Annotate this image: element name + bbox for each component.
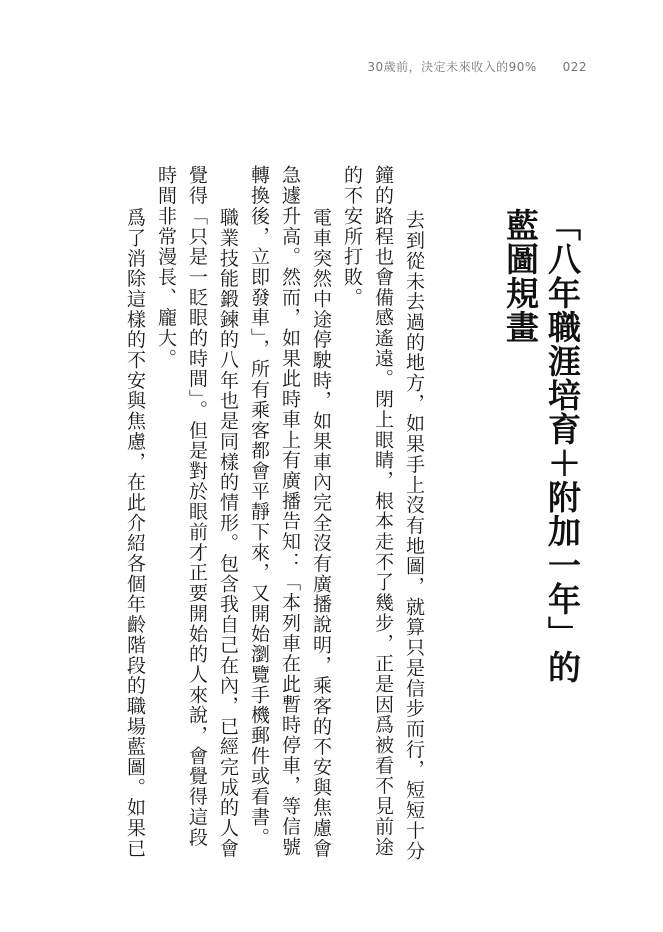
chapter-title-line-1: 「八年職涯培育＋附加一年」的 bbox=[543, 208, 582, 684]
chapter-title-line-2: 藍圖規畫 bbox=[501, 208, 540, 344]
body-text-line: 鐘的路程也會備感遙遠。閉上眼睛，根本走不了幾步，正是因爲被看不見前途 bbox=[372, 165, 394, 857]
body-text-line: 轉換後，立即發車」，所有乘客都會平靜下來，又開始瀏覽手機郵件或看書。 bbox=[248, 165, 270, 848]
body-text-line: 急遽升高。然而，如果此時車上有廣播告知：「本列車在此暫時停車，等信號 bbox=[279, 165, 301, 857]
body-text-line: 的不安所打敗。 bbox=[341, 165, 363, 308]
running-header bbox=[367, 58, 587, 75]
page-number: 022 bbox=[562, 60, 587, 74]
body-text-line: 時間非常漫長、龐大。 bbox=[155, 165, 177, 369]
body-text-line: 去到從未去過的地方，如果手上沒有地圖，就算只是信步而行，短短十分 bbox=[403, 210, 425, 862]
body-text-line: 電車突然中途停駛時，如果車內完全沒有廣播說明，乘客的不安與焦慮會 bbox=[310, 187, 332, 859]
body-text-line: 職業技能鍛鍊的八年也是同樣的情形。包含我自己在內，已經完成的人會 bbox=[217, 187, 239, 859]
body-text-line: 覺得「只是一眨眼的時間」。但是對於眼前才正要開始的人來說，會覺得這段 bbox=[186, 165, 208, 848]
book-title: 30歲前，決定未來收入的90% bbox=[367, 60, 537, 74]
body-text-line: 爲了消除這樣的不安與焦慮，在此介紹各個年齡階段的職場藍圖。如果已 bbox=[124, 187, 146, 859]
